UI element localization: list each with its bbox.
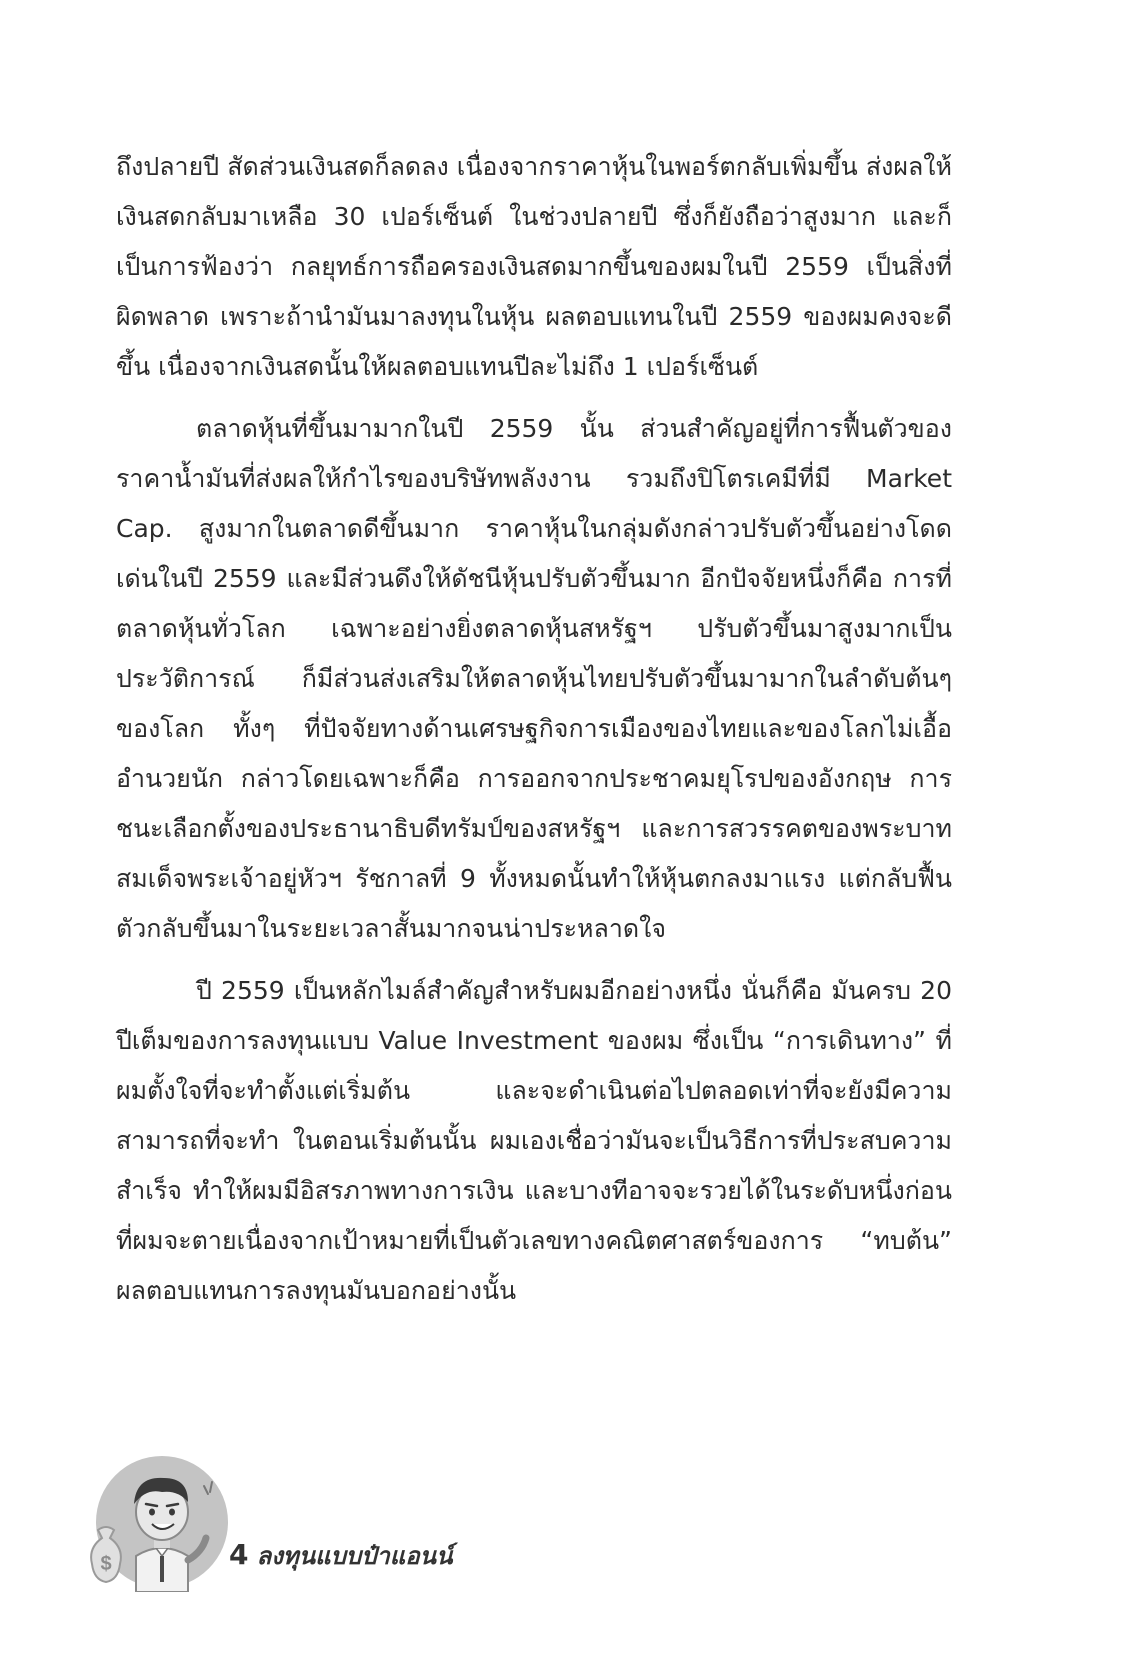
paragraph-3: ปี 2559 เป็นหลักไมล์สำคัญสำหรับผมอีกอย่างหนึ่ง นั่นก็คือ มันครบ 20 ปีเต็มของการลงทุนแบบ Value Investment ของผม ซึ่งเป็น “การเดินทาง” ที่ผมตั้งใจที่จะทำตั้งแต่เริ่มต้น และจะดำเนินต่อไปตลอดเท่าที่จะยังมีความสามารถที่จะทำ ในตอนเริ่มต้นนั้น ผมเองเชื่อว่ามันจะเป็นวิธีการที่ประสบความสำเร็จ ทำให้ผมมีอิสรภาพทางการเงิน และบางทีอาจจะรวยได้ในระดับหนึ่งก่อนที่ผมจะตายเนื่องจากเป้าหมายที่เป็นตัวเลขทางคณิตศาสตร์ของการ “ทบต้น” ผลตอบแทนการลงทุนมันบอกอย่างนั้น	[116, 976, 952, 1305]
investor-mascot-icon	[84, 1452, 234, 1592]
page-footer	[84, 1452, 584, 1592]
body-text	[116, 142, 952, 1328]
page-folio	[229, 1536, 452, 1575]
page-number: 4	[229, 1538, 249, 1571]
svg-text:$: $	[100, 1553, 112, 1575]
paragraph-2: ตลาดหุ้นที่ขึ้นมามากในปี 2559 นั้น ส่วนสำคัญอยู่ที่การฟื้นตัวของราคาน้ำมันที่ส่งผลให้กำไรของบริษัทพลังงาน รวมถึงปิโตรเคมีที่มี Market Cap. สูงมากในตลาดดีขึ้นมาก ราคาหุ้นในกลุ่มดังกล่าวปรับตัวขึ้นอย่างโดดเด่นในปี 2559 และมีส่วนดึงให้ดัชนีหุ้นปรับตัวขึ้นมาก อีกปัจจัยหนึ่งก็คือ การที่ตลาดหุ้นทั่วโลก เฉพาะอย่างยิ่งตลาดหุ้นสหรัฐฯ ปรับตัวขึ้นมาสูงมากเป็นประวัติการณ์ ก็มีส่วนส่งเสริมให้ตลาดหุ้นไทยปรับตัวขึ้นมามากในลำดับต้นๆ ของโลก ทั้งๆ ที่ปัจจัยทางด้านเศรษฐกิจการเมืองของไทยและของโลกไม่เอื้ออำนวยนัก กล่าวโดยเฉพาะก็คือ การออกจากประชาคมยุโรปของอังกฤษ การชนะเลือกตั้งของประธานาธิบดีทรัมป์ของสหรัฐฯ และการสวรรคตของพระบาทสมเด็จพระเจ้าอยู่หัวฯ รัชกาลที่ 9 ทั้งหมดนั้นทำให้หุ้นตกลงมาแรง แต่กลับฟื้นตัวกลับขึ้นมาในระยะเวลาสั้นมากจนน่าประหลาดใจ	[116, 414, 952, 943]
paragraph-1: ถึงปลายปี สัดส่วนเงินสดก็ลดลง เนื่องจากราคาหุ้นในพอร์ตกลับเพิ่มขึ้น ส่งผลให้เงินสดกลับมาเหลือ 30 เปอร์เซ็นต์ ในช่วงปลายปี ซึ่งก็ยังถือว่าสูงมาก และก็เป็นการฟ้องว่า กลยุทธ์การถือครองเงินสดมากขึ้นของผมในปี 2559 เป็นสิ่งที่ผิดพลาด เพราะถ้านำมันมาลงทุนในหุ้น ผลตอบแทนในปี 2559 ของผมคงจะดีขึ้น เนื่องจากเงินสดนั้นให้ผลตอบแทนปีละไม่ถึง 1 เปอร์เซ็นต์	[116, 152, 952, 381]
book-title: ลงทุนแบบป๋าแอนน์	[256, 1542, 453, 1570]
